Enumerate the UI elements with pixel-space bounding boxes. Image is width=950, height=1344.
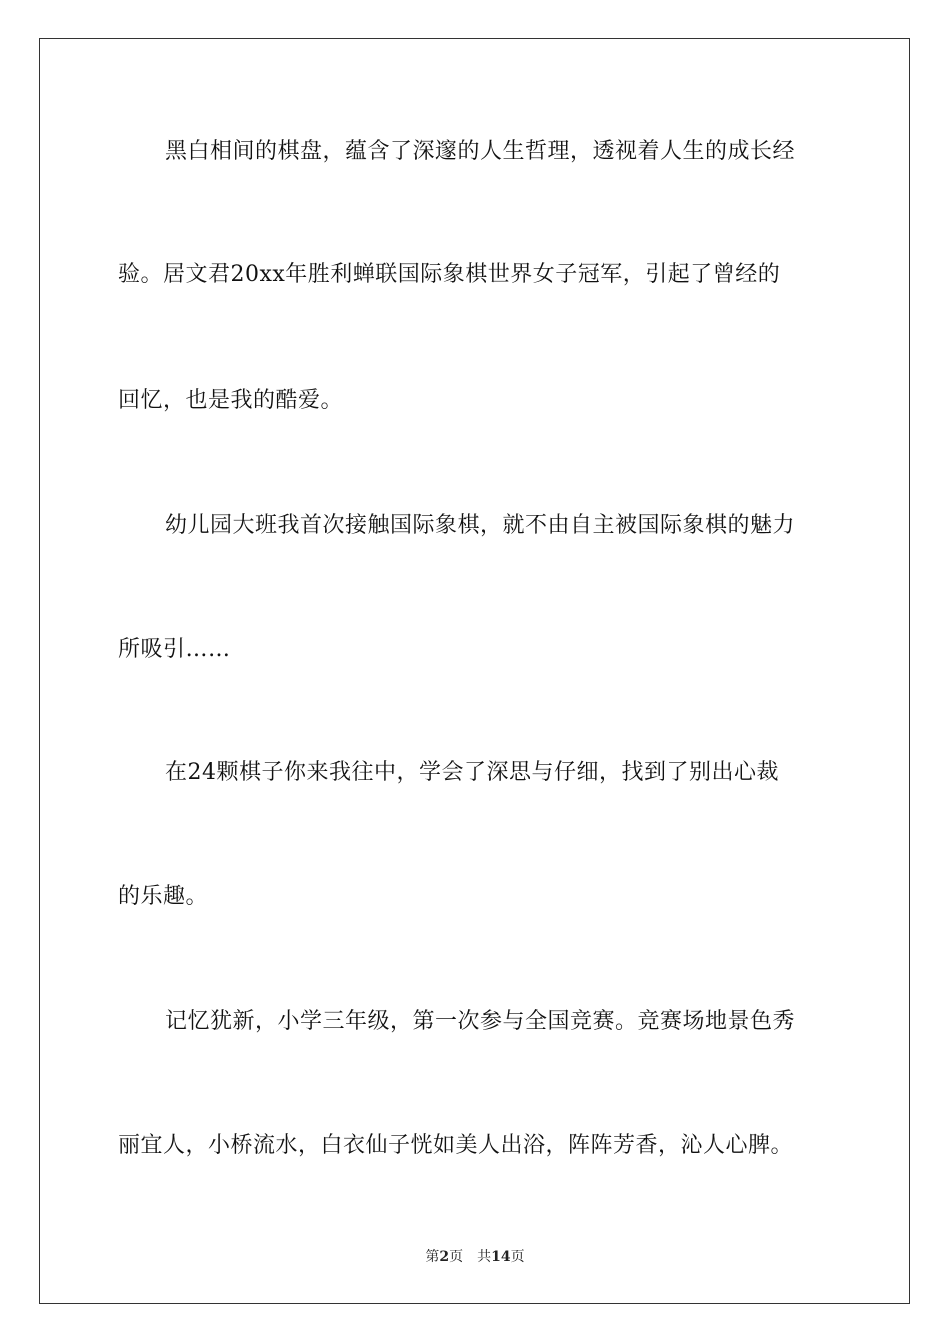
- total-suffix: 页: [510, 1249, 525, 1265]
- total-prefix: 共: [477, 1249, 492, 1265]
- page-frame: [39, 38, 910, 1304]
- total-pages: 14: [491, 1249, 511, 1265]
- paragraph-line: 幼儿园大班我首次接触国际象棋，就不由自主被国际象棋的魅力: [165, 513, 796, 538]
- page-number: 2: [439, 1249, 450, 1265]
- page-suffix: 页: [449, 1249, 464, 1265]
- paragraph-line: 回忆，也是我的酷爱。: [118, 388, 344, 413]
- paragraph-line: 记忆犹新，小学三年级，第一次参与全国竞赛。竞赛场地景色秀: [165, 1009, 796, 1034]
- paragraph-line: 丽宜人，小桥流水，白衣仙子恍如美人出浴，阵阵芳香，沁人心脾。: [118, 1133, 794, 1158]
- paragraph-line: 的乐趣。: [118, 884, 209, 909]
- page-footer: [0, 1248, 950, 1266]
- paragraph-line: 验。居文君20xx年胜利蝉联国际象棋世界女子冠军，引起了曾经的: [118, 262, 781, 287]
- paragraph-line: 在24颗棋子你来我往中，学会了深思与仔细，找到了别出心裁: [165, 760, 779, 785]
- page-prefix: 第: [425, 1249, 440, 1265]
- paragraph-line: 所吸引……: [118, 637, 231, 662]
- paragraph-line: 黑白相间的棋盘，蕴含了深邃的人生哲理，透视着人生的成长经: [165, 139, 796, 164]
